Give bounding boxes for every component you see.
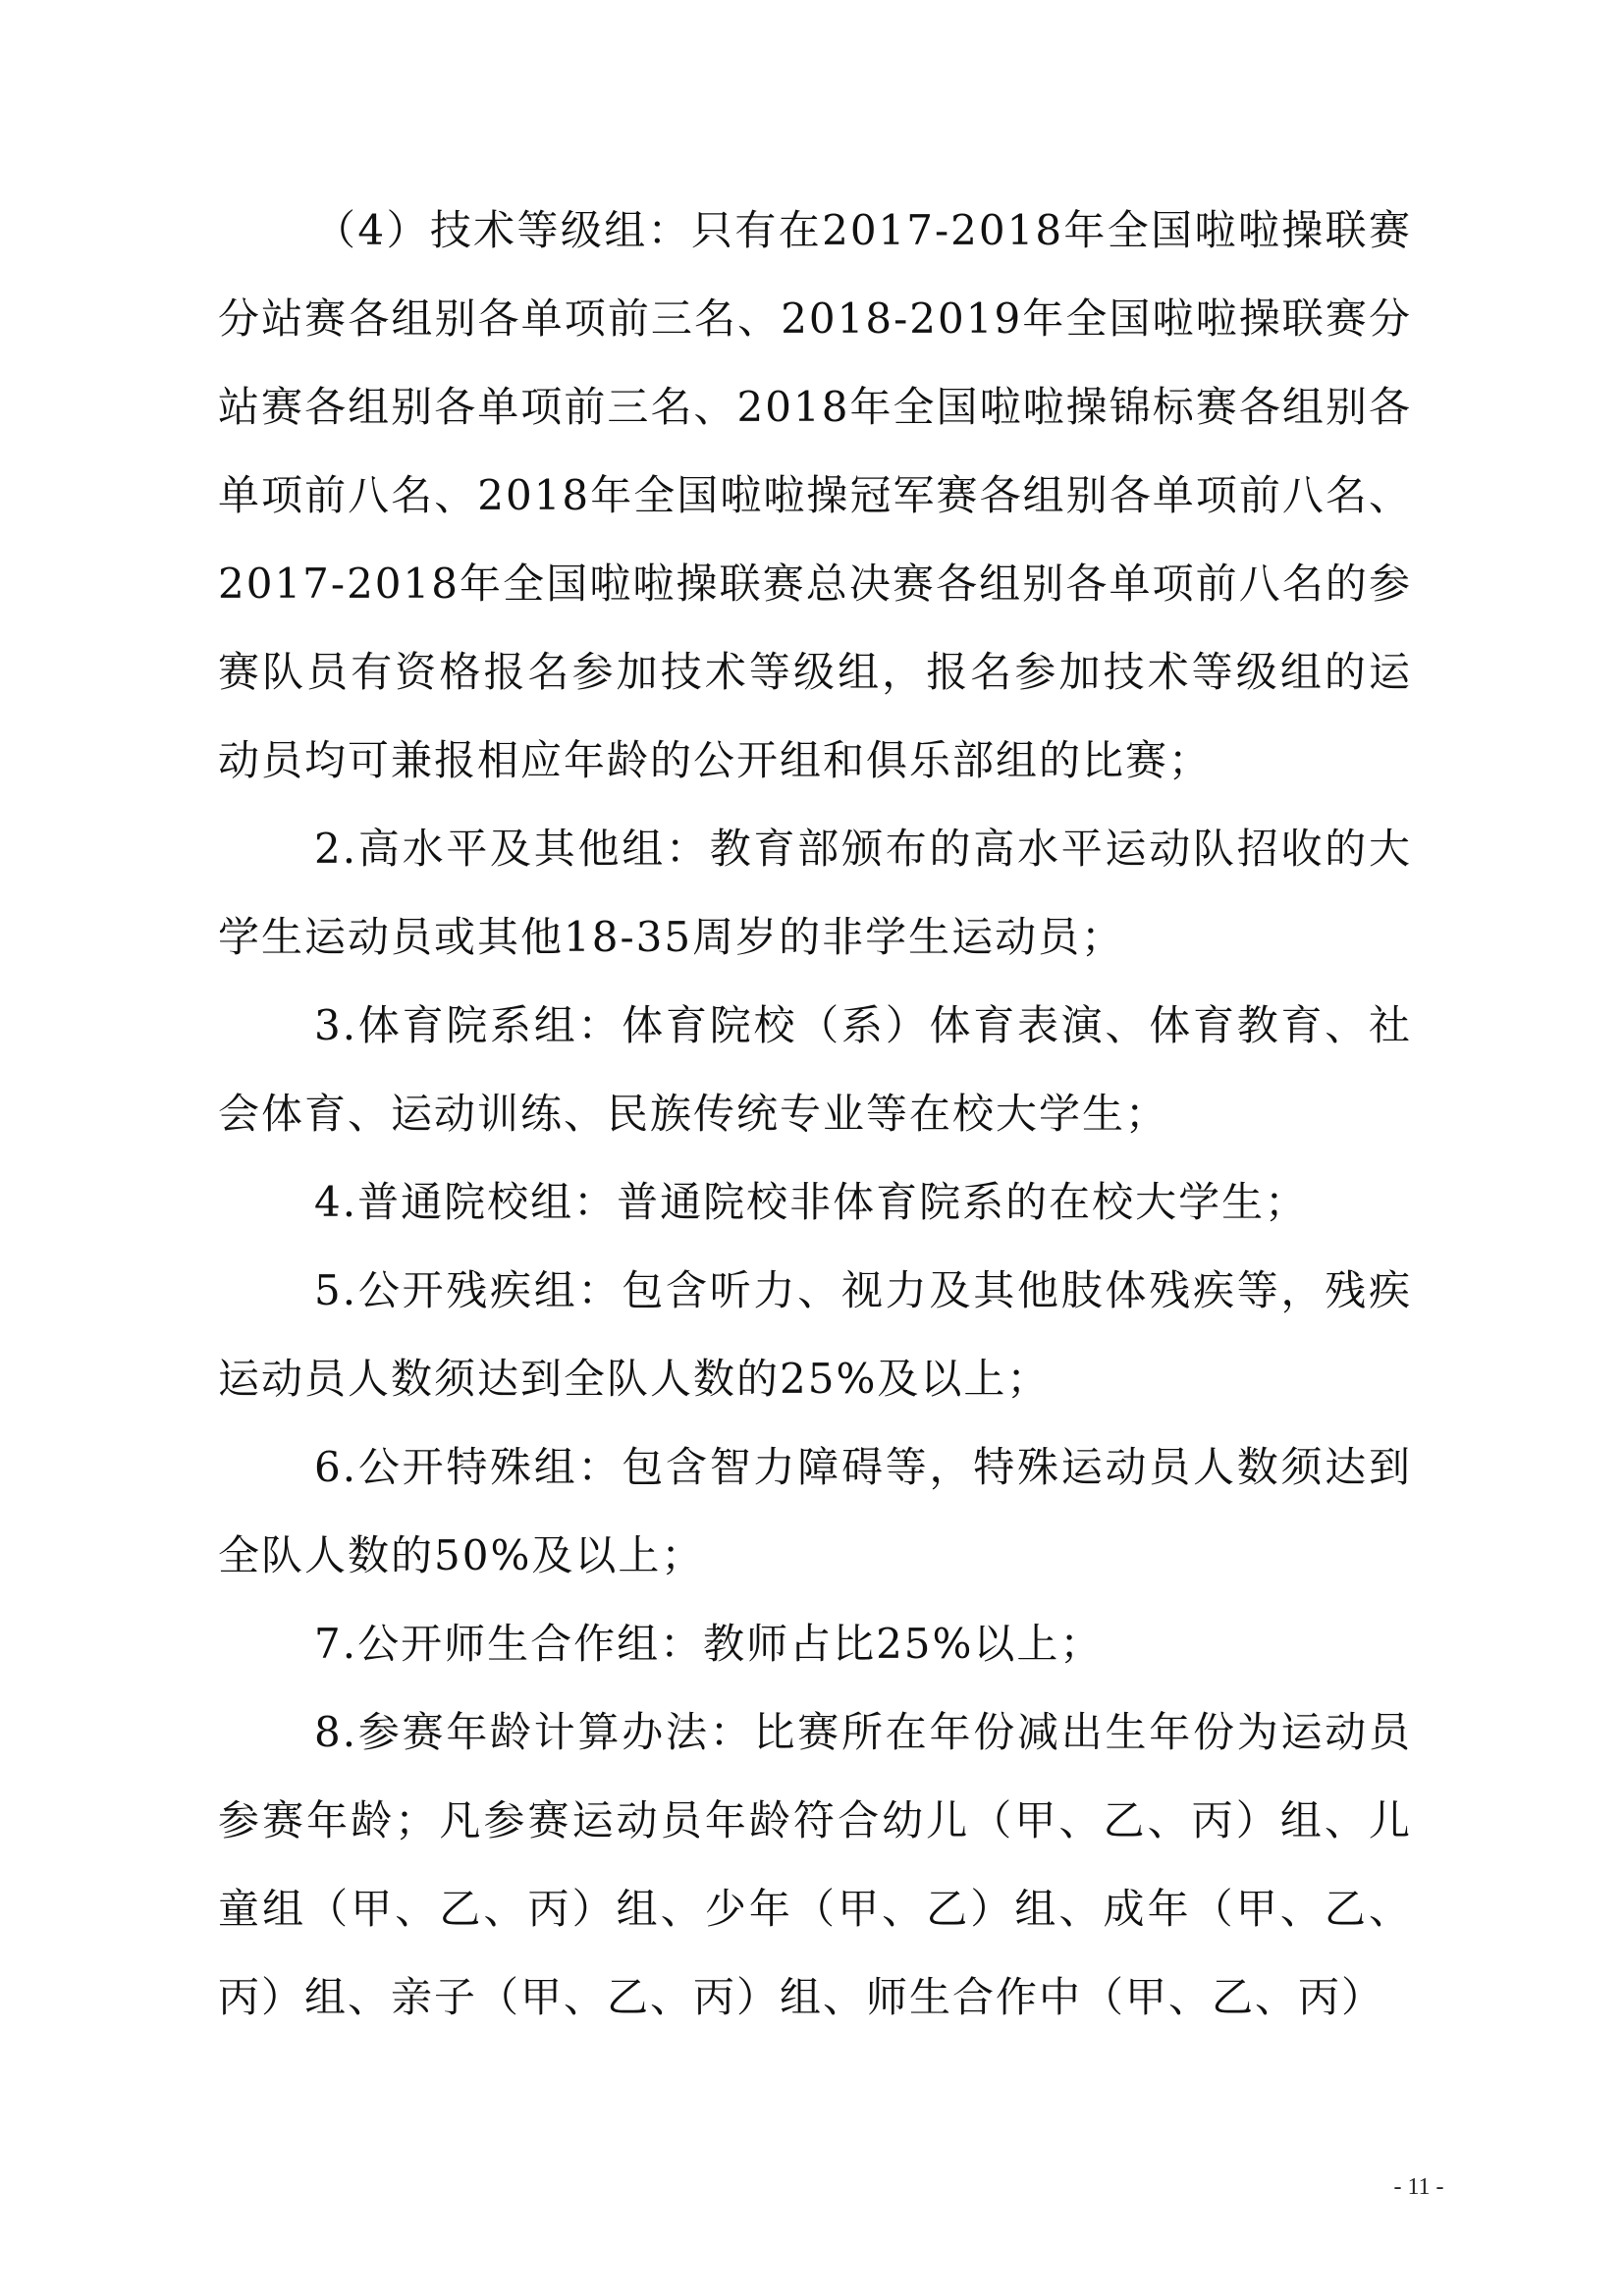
paragraph-teacher-student-group: 7.公开师生合作组：教师占比25%以上； xyxy=(314,1620,1104,1668)
paragraph-open-disability-group: 5.公开残疾组：包含听力、视力及其他肢体残疾等，残疾运动员人数须达到全队人数的25%及以上； xyxy=(218,1266,1412,1403)
paragraph-technical-level-group: （4）技术等级组：只有在2017-2018年全国啦啦操联赛分站赛各组别各单项前三名、2018-2019年全国啦啦操联赛分站赛各组别各单项前三名、2018年全国啦啦操锦标赛各组别各单项前八名、2018年全国啦啦操冠军赛各组别各单项前八名、2017-2018年全国啦啦操联赛总决赛各组别各单项前八名的参赛队员有资格报名参加技术等级组，报名参加技术等级组的运动员均可兼报相应年龄的公开组和俱乐部组的比赛； xyxy=(218,206,1412,784)
paragraph-open-special-group: 6.公开特殊组：包含智力障碍等，特殊运动员人数须达到全队人数的50%及以上； xyxy=(218,1443,1412,1579)
paragraph-sports-college-group: 3.体育院系组：体育院校（系）体育表演、体育教育、社会体育、运动训练、民族传统专业等在校大学生； xyxy=(218,1001,1412,1138)
document-body xyxy=(218,187,1412,2042)
page-number: - 11 - xyxy=(1393,2174,1444,2200)
paragraph-age-calculation: 8.参赛年龄计算办法：比赛所在年份减出生年份为运动员参赛年龄；凡参赛运动员年龄符合幼儿（甲、乙、丙）组、儿童组（甲、乙、丙）组、少年（甲、乙）组、成年（甲、乙、丙）组、亲子（甲、乙、丙）组、师生合作中（甲、乙、丙） xyxy=(218,1708,1412,2021)
paragraph-high-level-group: 2.高水平及其他组：教育部颁布的高水平运动队招收的大学生运动员或其他18-35周岁的非学生运动员； xyxy=(218,825,1412,961)
paragraph-general-college-group: 4.普通院校组：普通院校非体育院系的在校大学生； xyxy=(314,1178,1309,1226)
